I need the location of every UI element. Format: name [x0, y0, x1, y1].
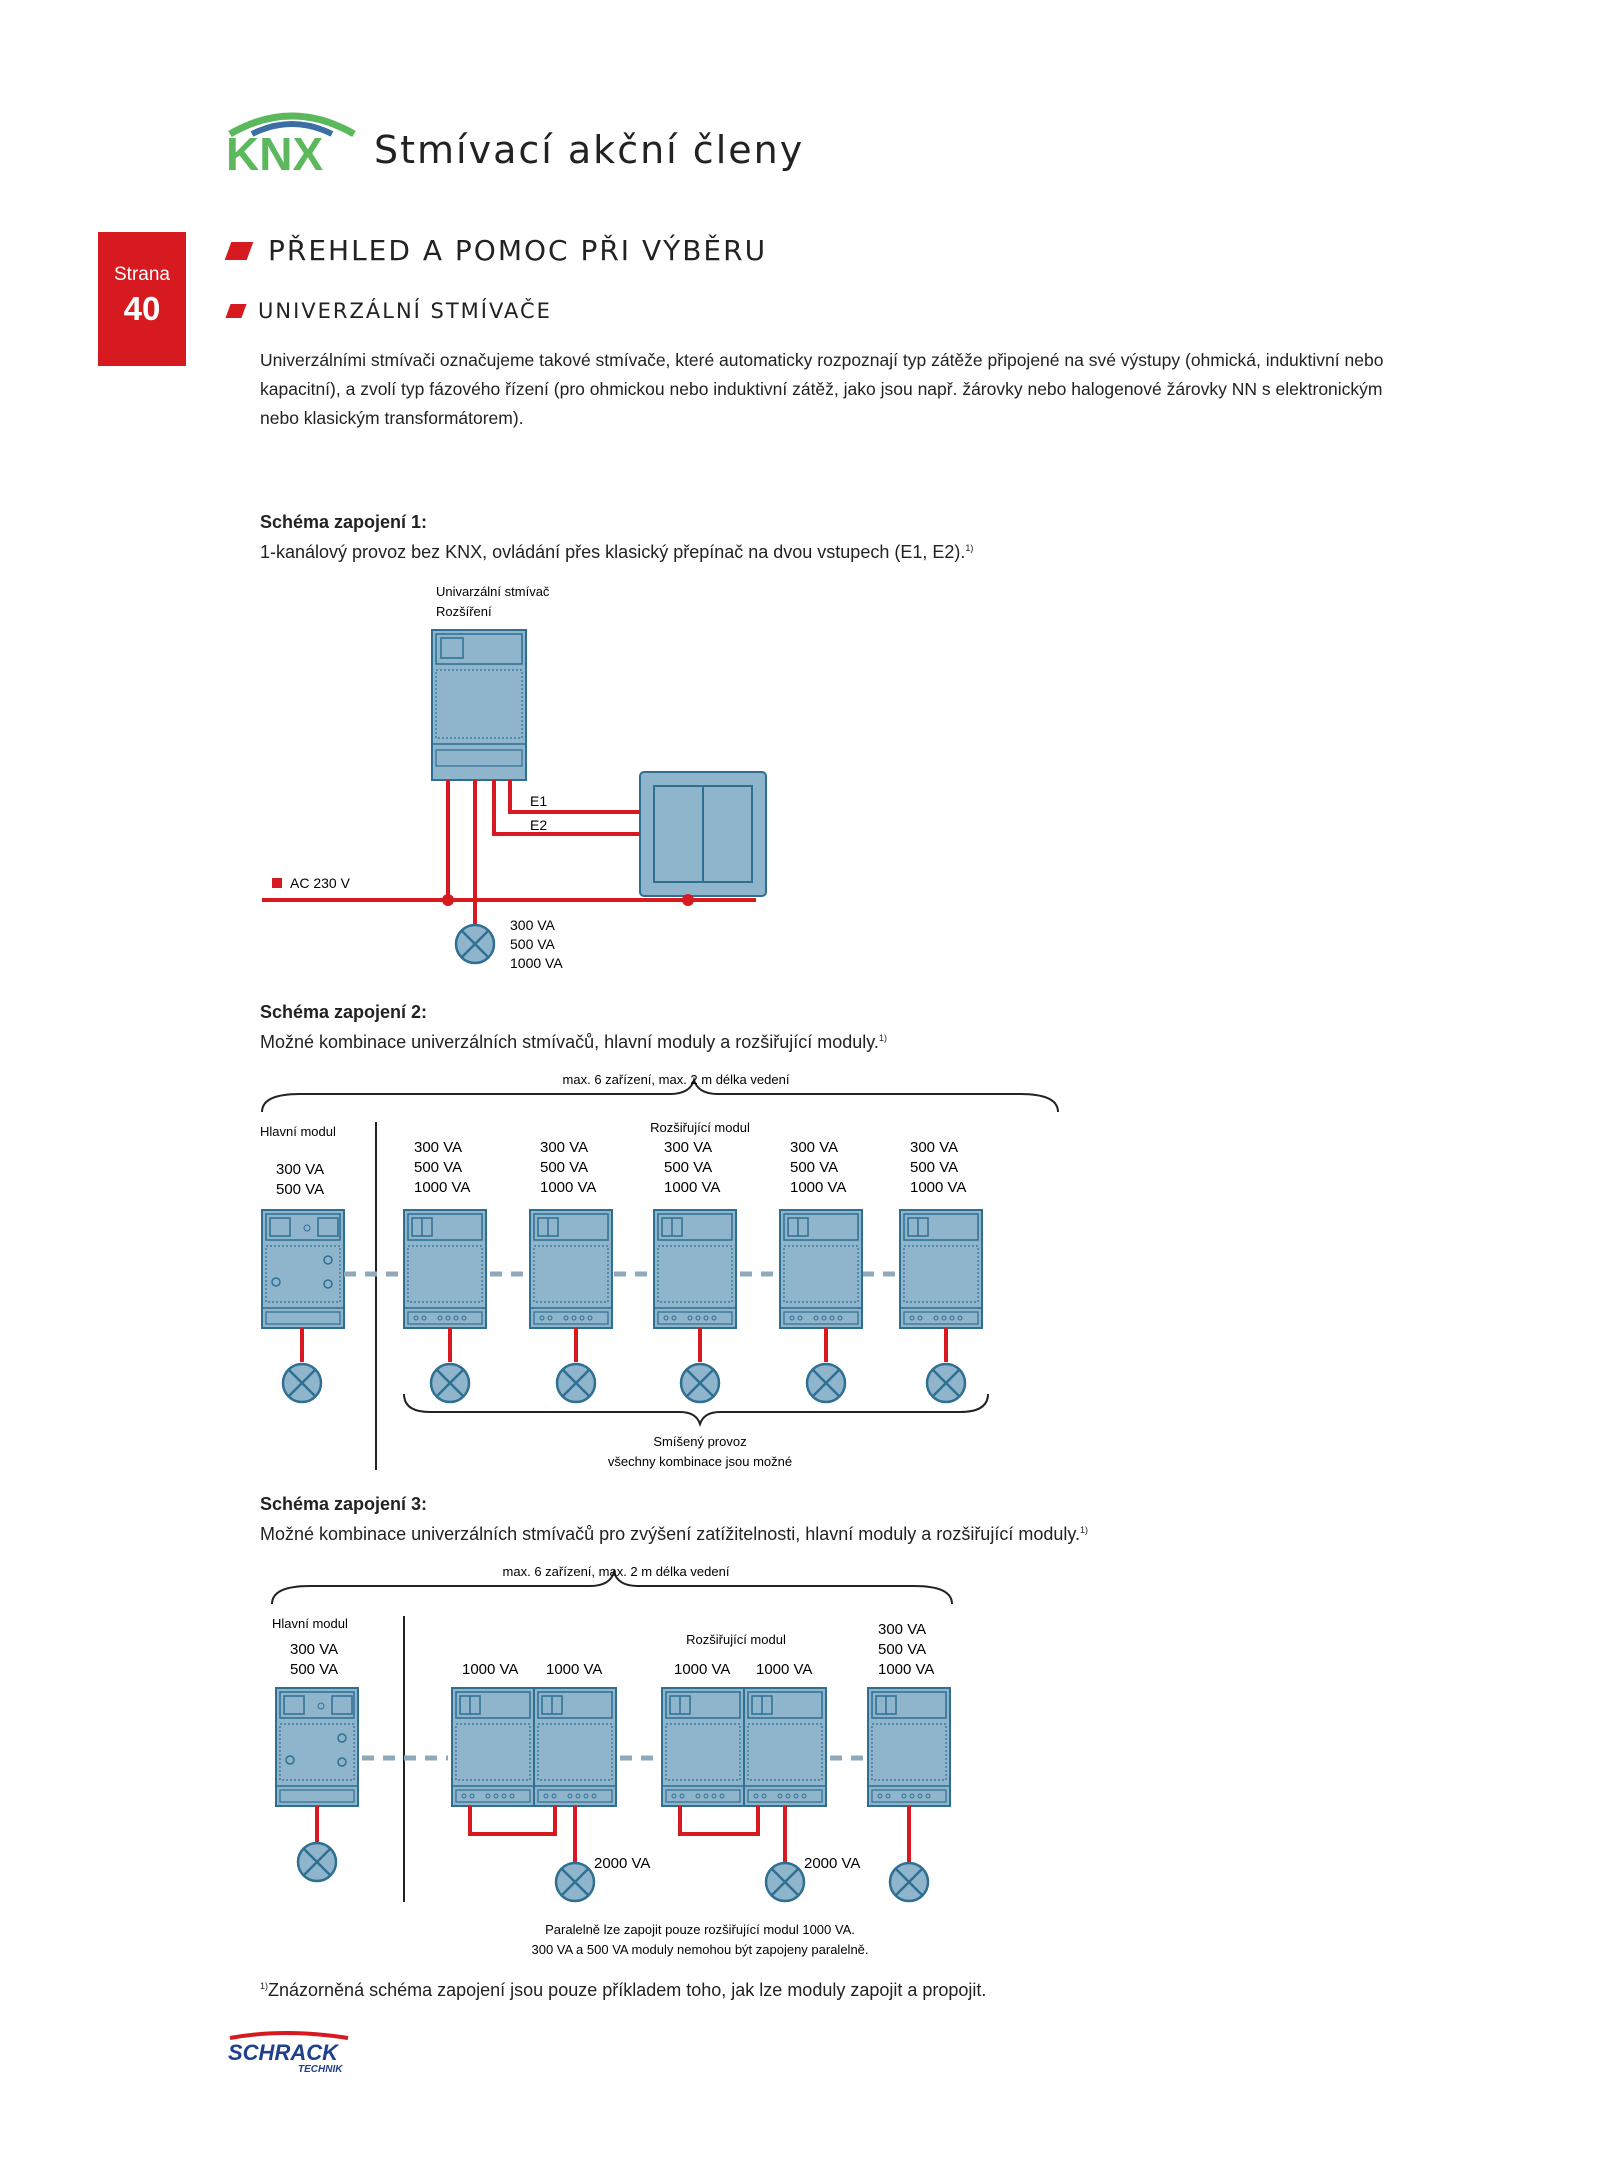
s3-last-lamp-icon [890, 1863, 928, 1901]
s2-ext-load: 500 VA [664, 1159, 713, 1176]
schema3-desc: Možné kombinace univerzálních stmívačů pro zvýšení zatížitelnosti, hlavní moduly a rozšiřující moduly.$^{1)}$ [260, 1524, 1089, 1544]
s2-ext-lamp-icon [807, 1364, 845, 1402]
s3-pair1-module-b [534, 1688, 616, 1806]
s2-brace-bottom1: Smíšený provoz [653, 1434, 747, 1449]
s2-ext-load: 1000 VA [910, 1179, 967, 1196]
s2-ext-load: 300 VA [540, 1139, 589, 1156]
s2-main-lamp-icon [283, 1364, 321, 1402]
s3-pair1-lamp-icon [556, 1863, 594, 1901]
s3-last-load-2: 1000 VA [878, 1661, 935, 1678]
s3-main-lamp-icon [298, 1843, 336, 1881]
s2-ext-load: 1000 VA [414, 1179, 471, 1196]
s2-ext-load: 300 VA [414, 1139, 463, 1156]
s3-main-load-0: 300 VA [290, 1641, 339, 1658]
s3-main-label: Hlavní modul [272, 1616, 348, 1631]
s3-brace-top: max. 6 zařízení, max. 2 m délka vedení [502, 1564, 730, 1579]
s3-pair2-total: 2000 VA [804, 1855, 861, 1872]
s1-e2: E2 [530, 817, 548, 833]
s2-ext-module [530, 1210, 612, 1328]
schrack-logo [224, 2030, 354, 2074]
schema1-title: Schéma zapojení 1: [260, 512, 428, 532]
s2-ext-module [654, 1210, 736, 1328]
s3-ext-label: Rozšiřující modul [686, 1632, 786, 1647]
ac-marker-icon [272, 878, 282, 888]
s2-ext-load: 300 VA [790, 1139, 839, 1156]
page-title: Stmívací akční členy [374, 128, 805, 172]
s2-ext-load: 500 VA [414, 1159, 463, 1176]
s2-ext-load: 500 VA [790, 1159, 839, 1176]
knx-logo-text: KNX [226, 128, 324, 176]
s1-device-label1: Univarzální stmívač [436, 584, 550, 599]
schema2-diagram [260, 1072, 1058, 1470]
s3-pair1-module-a [452, 1688, 534, 1806]
s2-main-module [262, 1210, 344, 1328]
s3-main-load-1: 500 VA [290, 1661, 339, 1678]
s2-ext-modules [344, 1139, 982, 1402]
s1-lamp-icon [456, 925, 494, 963]
s2-main-label: Hlavní modul [260, 1124, 336, 1139]
schema3-diagram [272, 1564, 952, 1957]
s1-load-1: 500 VA [510, 936, 555, 952]
s1-dimmer-module [432, 630, 526, 780]
schema3-title: Schéma zapojení 3: [260, 1494, 428, 1514]
s3-last-module [868, 1688, 950, 1806]
s2-ext-load: 1000 VA [540, 1179, 597, 1196]
s2-ext-lamp-icon [557, 1364, 595, 1402]
s2-main-load-1: 500 VA [276, 1181, 325, 1198]
schrack-logo-text: SCHRACK [228, 2040, 338, 2065]
s1-e1: E1 [530, 793, 548, 809]
s2-ext-load: 1000 VA [664, 1179, 721, 1196]
s1-load-2: 1000 VA [510, 955, 563, 971]
schema2-desc: Možné kombinace univerzálních stmívačů, hlavní moduly a rozšiřující moduly.$^{1)}$ [260, 1032, 887, 1052]
s3-pair2-a: 1000 VA [674, 1661, 731, 1678]
s2-main-load-0: 300 VA [276, 1161, 325, 1178]
section-heading: PŘEHLED A POMOC PŘI VÝBĚRU [228, 234, 767, 267]
footnote: $^{1)}$Znázorněná schéma zapojení jsou pouze příkladem toho, jak lze moduly zapojit a propojit. [260, 1980, 987, 2000]
schema2-title: Schéma zapojení 2: [260, 1002, 428, 1022]
s3-note2: 300 VA a 500 VA moduly nemohou být zapojeny paralelně. [531, 1942, 869, 1957]
s2-ext-module [900, 1210, 982, 1328]
s3-pair1-b: 1000 VA [546, 1661, 603, 1678]
s3-pair2-module-a [662, 1688, 744, 1806]
s3-pair2-lamp-icon [766, 1863, 804, 1901]
s3-pair1-a: 1000 VA [462, 1661, 519, 1678]
s3-pair1-total: 2000 VA [594, 1855, 651, 1872]
s2-ext-load: 500 VA [910, 1159, 959, 1176]
schrack-logo-sub: TECHNIK [298, 2064, 343, 2074]
s1-load-0: 300 VA [510, 917, 555, 933]
s2-ext-load: 1000 VA [790, 1179, 847, 1196]
s2-ext-load: 500 VA [540, 1159, 589, 1176]
page-label: Strana [114, 264, 170, 285]
s2-ext-module [404, 1210, 486, 1328]
s2-brace-bottom2: všechny kombinace jsou možné [607, 1454, 793, 1469]
s3-main-module [276, 1688, 358, 1806]
s2-ext-module [780, 1210, 862, 1328]
s3-note1: Paralelně lze zapojit pouze rozšiřující modul 1000 VA. [545, 1922, 855, 1937]
s3-pair2-b: 1000 VA [756, 1661, 813, 1678]
s2-ext-lamp-icon [431, 1364, 469, 1402]
s2-ext-load: 300 VA [910, 1139, 959, 1156]
s1-device-label2: Rozšíření [436, 604, 492, 619]
schema1-desc: 1-kanálový provoz bez KNX, ovládání přes klasický přepínač na dvou vstupech (E1, E2).$^{1)}$ [260, 542, 974, 562]
section-subheading: UNIVERZÁLNÍ STMÍVAČE [228, 299, 552, 323]
s3-last-load-0: 300 VA [878, 1621, 927, 1638]
s3-last-load-1: 500 VA [878, 1641, 927, 1658]
s2-ext-lamp-icon [927, 1364, 965, 1402]
s1-ac: AC 230 V [290, 875, 350, 891]
s2-brace-top: max. 6 zařízení, max. 2 m délka vedení [562, 1072, 790, 1087]
s2-ext-load: 300 VA [664, 1139, 713, 1156]
s2-ext-lamp-icon [681, 1364, 719, 1402]
s3-pair2-module-b [744, 1688, 826, 1806]
s2-ext-label: Rozšiřující modul [650, 1120, 750, 1135]
page-number: 40 [123, 290, 161, 327]
intro-paragraph: Univerzálními stmívači označujeme takové stmívače, které automaticky rozpoznají typ zátěže připojené na své výstupy (ohmická, induktivní nebo kapacitní), a zvolí typ fázového řízení (pro ohmickou nebo induktivní zátěž, jako jsou např. žárovky nebo halogenové žárovky NN s elektronickým nebo klasickým transformátorem). [260, 350, 1384, 428]
schema1-diagram [262, 584, 766, 971]
